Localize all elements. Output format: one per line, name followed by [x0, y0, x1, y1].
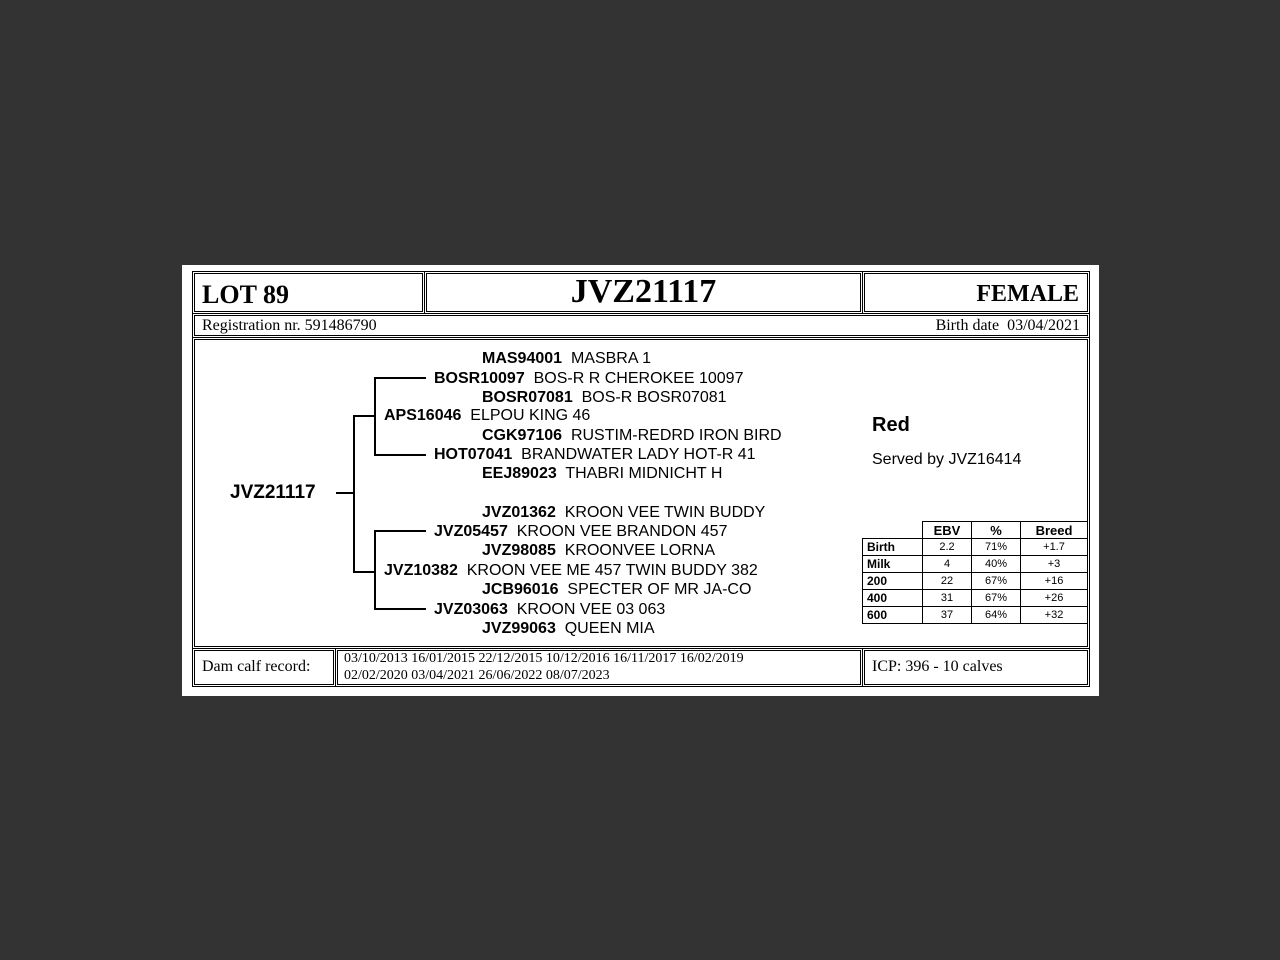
lot-number: LOT 89 [202, 280, 289, 309]
pedigree-code: JVZ05457 [434, 523, 508, 540]
pedigree-connector [374, 530, 376, 609]
pedigree-animal: JVZ21117 [230, 482, 316, 503]
ebv-row [863, 590, 1088, 607]
dam-calf-record-box [335, 648, 863, 687]
pedigree-name: KROON VEE BRANDON 457 [516, 523, 728, 540]
pedigree-sds [482, 427, 782, 445]
pedigree-code: JVZ10382 [384, 562, 458, 579]
pedigree-connector [336, 492, 354, 494]
pedigree-sire [384, 407, 590, 425]
birth-date-value: 03/04/2021 [1007, 317, 1080, 334]
dam-calf-label-box [192, 648, 336, 687]
ebv-row [863, 607, 1088, 624]
pedigree-name: KROONVEE LORNA [564, 542, 715, 559]
pedigree-code: MAS94001 [482, 350, 563, 367]
ebv-breed: +1.7 [1021, 539, 1088, 556]
dam-calf-dates-line2: 02/02/2020 03/04/2021 26/06/2022 08/07/2023 [344, 668, 610, 683]
dam-calf-label: Dam calf record: [202, 658, 311, 675]
pedigree-name: THABRI MIDNICHT H [565, 465, 723, 482]
ebv-accuracy: 71% [972, 539, 1021, 556]
pedigree-name: ELPOU KING 46 [470, 407, 591, 424]
animal-id-box [424, 271, 863, 314]
pedigree-code: BOSR10097 [434, 370, 525, 387]
pedigree-name: QUEEN MIA [564, 620, 655, 637]
icp-box [862, 648, 1090, 687]
ebv-header: Breed [1021, 522, 1088, 539]
pedigree-code: BOSR07081 [482, 389, 573, 406]
ebv-row-label: 600 [863, 607, 923, 624]
pedigree-ds [434, 523, 727, 541]
pedigree-name: SPECTER OF MR JA-CO [567, 581, 752, 598]
ebv-corner [863, 522, 923, 539]
pedigree-name: KROON VEE TWIN BUDDY [564, 504, 766, 521]
animal-id-title: JVZ21117 [570, 273, 717, 310]
pedigree-connector [374, 454, 426, 456]
pedigree-connector [353, 415, 355, 572]
icp-value: ICP: 396 - 10 calves [872, 658, 1003, 675]
pedigree-code: JVZ98085 [482, 542, 556, 559]
ebv-row [863, 573, 1088, 590]
ebv-header: % [972, 522, 1021, 539]
animal-color: Red [872, 414, 910, 436]
ebv-value: 2.2 [923, 539, 972, 556]
ebv-row-label: 200 [863, 573, 923, 590]
pedigree-code: JCB96016 [482, 581, 559, 598]
lot-box [192, 271, 425, 314]
pedigree-name: KROON VEE 03 063 [516, 601, 666, 618]
served-by: Served by JVZ16414 [872, 451, 1022, 468]
dam-calf-dates-line1: 03/10/2013 16/01/2015 22/12/2015 10/12/2016 16/11/2017 16/02/2019 [344, 651, 744, 666]
registration-number: Registration nr. 591486790 [202, 317, 377, 334]
ebv-accuracy: 40% [972, 556, 1021, 573]
registration-row [192, 313, 1090, 338]
birth-date-label: Birth date [935, 317, 1000, 334]
ebv-value: 31 [923, 590, 972, 607]
pedigree-ddd [482, 620, 655, 638]
birth-date [936, 317, 1080, 335]
pedigree-name: KROON VEE ME 457 TWIN BUDDY 382 [466, 562, 758, 579]
sex-box [862, 271, 1090, 314]
pedigree-dsd [482, 542, 715, 560]
ebv-breed: +26 [1021, 590, 1088, 607]
ebv-row [863, 556, 1088, 573]
pedigree-code: JVZ01362 [482, 504, 556, 521]
ebv-row-label: Milk [863, 556, 923, 573]
pedigree-name: RUSTIM-REDRD IRON BIRD [570, 427, 782, 444]
pedigree-connector [353, 571, 375, 573]
pedigree-connector [374, 608, 426, 610]
ebv-header: EBV [923, 522, 972, 539]
ebv-table [862, 521, 1088, 624]
pedigree-connector [374, 530, 426, 532]
pedigree-code: JVZ03063 [434, 601, 508, 618]
ebv-accuracy: 67% [972, 590, 1021, 607]
ebv-value: 4 [923, 556, 972, 573]
pedigree-dss [482, 504, 765, 522]
ebv-breed: +16 [1021, 573, 1088, 590]
pedigree-name: BOS-R R CHEROKEE 10097 [533, 370, 744, 387]
pedigree-dd [434, 601, 665, 619]
ebv-value: 37 [923, 607, 972, 624]
ebv-row-label: 400 [863, 590, 923, 607]
pedigree-dam [384, 562, 758, 580]
pedigree-ssd [482, 389, 727, 407]
pedigree-code: EEJ89023 [482, 465, 557, 482]
pedigree-sss [482, 350, 651, 368]
pedigree-name: BRANDWATER LADY HOT-R 41 [521, 446, 756, 463]
pedigree-code: CGK97106 [482, 427, 563, 444]
pedigree-connector [374, 377, 376, 455]
lot-card [182, 265, 1099, 696]
ebv-breed: +3 [1021, 556, 1088, 573]
pedigree-code: HOT07041 [434, 446, 513, 463]
ebv-accuracy: 67% [972, 573, 1021, 590]
ebv-accuracy: 64% [972, 607, 1021, 624]
ebv-value: 22 [923, 573, 972, 590]
pedigree-code: APS16046 [384, 407, 462, 424]
pedigree-dds [482, 581, 751, 599]
ebv-row [863, 539, 1088, 556]
pedigree-sdd [482, 465, 722, 483]
pedigree-ss [434, 370, 743, 388]
pedigree-name: BOS-R BOSR07081 [581, 389, 727, 406]
ebv-row-label: Birth [863, 539, 923, 556]
ebv-breed: +32 [1021, 607, 1088, 624]
pedigree-name: MASBRA 1 [570, 350, 651, 367]
pedigree-sd [434, 446, 756, 464]
pedigree-connector [353, 415, 375, 417]
animal-sex: FEMALE [976, 281, 1079, 307]
pedigree-connector [374, 377, 426, 379]
pedigree-code: JVZ99063 [482, 620, 556, 637]
